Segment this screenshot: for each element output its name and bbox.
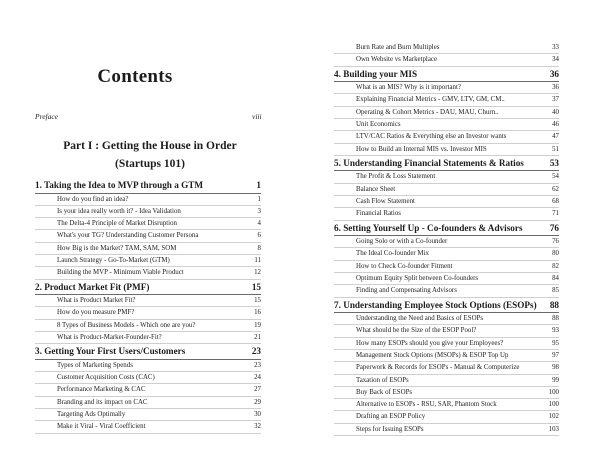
toc-section-entry[interactable] bbox=[334, 94, 559, 106]
toc-entry-page-number: 1 bbox=[257, 195, 261, 203]
toc-entry-page-number: 15 bbox=[251, 281, 261, 292]
toc-entry-page-number: 15 bbox=[254, 297, 261, 305]
toc-entry-page-number: 84 bbox=[552, 274, 559, 282]
toc-entry-title: What's your TG? Understanding Customer Persona bbox=[57, 232, 199, 240]
toc-entry-title: Performance Marketing & CAC bbox=[57, 386, 146, 394]
toc-entry-page-number: 100 bbox=[548, 401, 559, 409]
toc-entry-page-number: 51 bbox=[552, 145, 559, 153]
toc-entry-title: Management Stock Options (MSOPs) & ESOP Top Up bbox=[356, 351, 509, 359]
toc-entry-title: LTV/CAC Ratios & Everything else an Investor wants bbox=[356, 133, 507, 141]
toc-entry-page-number: 29 bbox=[254, 398, 261, 406]
toc-section-entry[interactable] bbox=[334, 273, 559, 285]
toc-entry-title: Own Website vs Marketplace bbox=[356, 56, 438, 64]
toc-entry-page-number: 36 bbox=[552, 84, 559, 92]
toc-section-entry[interactable] bbox=[334, 208, 559, 220]
toc-entry-title: Drafting an ESOP Policy bbox=[356, 413, 426, 421]
toc-section-entry[interactable] bbox=[35, 307, 261, 319]
toc-entry-page-number: 62 bbox=[552, 185, 559, 193]
toc-section-entry[interactable] bbox=[334, 196, 559, 208]
toc-section-entry[interactable] bbox=[35, 230, 261, 242]
toc-left-column bbox=[35, 178, 261, 434]
toc-section-entry[interactable] bbox=[35, 194, 261, 206]
toc-entry-title: Targeting Ads Optimally bbox=[57, 410, 126, 418]
toc-entry-title: Branding and its impact on CAC bbox=[57, 398, 148, 406]
toc-entry-title: Building the MVP - Minimum Viable Product bbox=[57, 269, 184, 277]
toc-entry-page-number: 46 bbox=[552, 120, 559, 128]
toc-entry-page-number: 85 bbox=[552, 287, 559, 295]
toc-section-entry[interactable] bbox=[35, 206, 261, 218]
toc-section-entry[interactable] bbox=[334, 171, 559, 183]
toc-section-entry[interactable] bbox=[334, 42, 559, 54]
toc-section-entry[interactable] bbox=[35, 384, 261, 396]
toc-entry-title: 6. Setting Yourself Up - Co-founders & Advisors bbox=[334, 222, 523, 233]
toc-entry-title: Burn Rate and Burn Multiples bbox=[356, 44, 440, 51]
toc-entry-title: 5. Understanding Financial Statements & Ratios bbox=[334, 157, 524, 168]
toc-entry-title: 7. Understanding Employee Stock Options (ESOPs) bbox=[334, 299, 537, 310]
toc-entry-title: Balance Sheet bbox=[356, 185, 396, 193]
toc-entry-title: Understanding the Need and Basics of ESOPs bbox=[356, 315, 484, 323]
toc-entry-page-number: 1 bbox=[256, 180, 261, 190]
toc-chapter-entry[interactable] bbox=[334, 157, 559, 172]
toc-section-entry[interactable] bbox=[334, 350, 559, 362]
toc-chapter-entry[interactable] bbox=[334, 68, 559, 83]
toc-section-entry[interactable] bbox=[35, 372, 261, 384]
part-title-line-1: Part I : Getting the House in Order bbox=[63, 140, 237, 152]
toc-entry-page-number: 27 bbox=[254, 386, 261, 394]
toc-entry-title: Taxation of ESOPs bbox=[356, 376, 409, 384]
toc-entry-page-number: 33 bbox=[552, 44, 559, 51]
toc-entry-title: Explaining Financial Metrics - GMV, LTV, GM, CM.. bbox=[356, 96, 505, 104]
toc-chapter-entry[interactable] bbox=[35, 345, 261, 360]
toc-entry-page-number: 71 bbox=[552, 210, 559, 218]
toc-entry-title: Going Solo or with a Co-founder bbox=[356, 238, 448, 246]
toc-entry-title: Customer Acquisition Costs (CAC) bbox=[57, 374, 155, 382]
toc-entry-page-number: 36 bbox=[549, 68, 559, 79]
toc-entry-title: Is your idea really worth it? - Idea Validation bbox=[57, 207, 181, 215]
toc-entry-title: 8 Types of Business Models - Which one are you? bbox=[57, 321, 196, 329]
toc-entry-title: 3. Getting Your First Users/Customers bbox=[35, 346, 186, 357]
toc-entry-title: The Profit & Loss Statement bbox=[356, 173, 436, 181]
toc-entry-title: How many ESOPs should you give your Employees? bbox=[356, 339, 504, 347]
contents-heading: Contents bbox=[97, 66, 173, 87]
toc-entry-page-number: 100 bbox=[548, 388, 559, 396]
toc-entry-page-number: 82 bbox=[552, 262, 559, 270]
toc-entry-title: 4. Building your MIS bbox=[334, 68, 418, 79]
toc-section-entry[interactable] bbox=[334, 107, 559, 119]
toc-entry-title: Buy Back of ESOPs bbox=[356, 388, 413, 396]
toc-entry-title: Unit Economics bbox=[356, 120, 401, 128]
toc-chapter-entry[interactable] bbox=[35, 281, 261, 296]
toc-entry-title: Cash Flow Statement bbox=[356, 197, 415, 205]
toc-section-entry[interactable] bbox=[334, 325, 559, 337]
toc-entry-title: Steps for Issuing ESOPs bbox=[356, 425, 424, 433]
toc-entry-page-number: 93 bbox=[552, 327, 559, 335]
toc-section-entry[interactable] bbox=[35, 295, 261, 307]
toc-entry-title: Optimum Equity Split between Co-founders bbox=[356, 274, 479, 282]
toc-entry-page-number: 6 bbox=[257, 232, 261, 240]
toc-section-entry[interactable] bbox=[334, 387, 559, 399]
toc-entry-page-number: 97 bbox=[552, 351, 559, 359]
toc-section-entry[interactable] bbox=[334, 399, 559, 411]
toc-section-entry[interactable] bbox=[35, 267, 261, 279]
toc-entry-page-number: 88 bbox=[549, 299, 559, 310]
toc-entry-page-number: 16 bbox=[254, 309, 261, 317]
toc-entry-page-number: 88 bbox=[552, 315, 559, 323]
toc-entry-title: Paperwork & Records for ESOPs - Manual & Computerize bbox=[356, 364, 520, 372]
toc-entry-title: How to Build an Internal MIS vs. Investor MIS bbox=[356, 145, 487, 153]
toc-entry-title: What is Product-Market-Founder-Fit? bbox=[57, 333, 162, 341]
toc-section-entry[interactable] bbox=[35, 218, 261, 230]
toc-entry-page-number: 40 bbox=[552, 108, 559, 116]
toc-entry-page-number: 98 bbox=[552, 364, 559, 372]
toc-section-entry[interactable] bbox=[334, 184, 559, 196]
toc-entry-title: Operating & Cohort Metrics - DAU, MAU, Churn.. bbox=[356, 108, 499, 116]
toc-section-entry[interactable] bbox=[334, 338, 559, 350]
toc-entry-title: Alternative to ESOPs - RSU, SAR, Phantom Stock bbox=[356, 401, 497, 409]
toc-entry-title: How do you measure PMF? bbox=[57, 309, 135, 317]
toc-entry-page-number: 3 bbox=[257, 207, 261, 215]
toc-entry-title: What is Product Market Fit? bbox=[57, 297, 136, 305]
toc-entry-page-number: 68 bbox=[552, 197, 559, 205]
toc-section-entry[interactable] bbox=[334, 119, 559, 131]
toc-section-entry[interactable] bbox=[334, 248, 559, 260]
toc-entry-title: How Big is the Market? TAM, SAM, SOM bbox=[57, 244, 177, 252]
toc-entry-page-number: 12 bbox=[254, 269, 261, 277]
toc-entry-page-number: 19 bbox=[254, 321, 261, 329]
toc-section-entry[interactable] bbox=[35, 332, 261, 344]
toc-entry-page-number: 23 bbox=[251, 346, 261, 357]
toc-section-entry[interactable] bbox=[35, 320, 261, 332]
toc-entry-page-number: 102 bbox=[548, 413, 559, 421]
toc-entry-title: Finding and Compensating Advisors bbox=[356, 287, 457, 295]
toc-section-entry[interactable] bbox=[35, 409, 261, 421]
toc-entry-page-number: 53 bbox=[549, 157, 559, 168]
toc-section-entry[interactable] bbox=[334, 313, 559, 325]
toc-chapter-entry[interactable] bbox=[35, 179, 261, 194]
toc-entry-page-number: 30 bbox=[254, 410, 261, 418]
toc-entry-title: Financial Ratios bbox=[356, 210, 401, 218]
toc-section-entry[interactable] bbox=[334, 131, 559, 143]
toc-section-entry[interactable] bbox=[334, 411, 559, 423]
toc-section-entry[interactable] bbox=[35, 397, 261, 409]
toc-section-entry[interactable] bbox=[334, 54, 559, 66]
toc-entry-title: 1. Taking the Idea to MVP through a GTM bbox=[35, 180, 204, 190]
toc-section-entry[interactable] bbox=[35, 255, 261, 267]
part-title bbox=[35, 137, 265, 173]
toc-entry-title: What is an MIS? Why is it important? bbox=[356, 84, 461, 92]
toc-entry-page-number: 23 bbox=[254, 361, 261, 369]
toc-section-entry[interactable] bbox=[35, 360, 261, 372]
toc-entry-page-number: 8 bbox=[257, 244, 261, 252]
toc-entry-title: How do you find an idea? bbox=[57, 195, 129, 203]
toc-section-entry[interactable] bbox=[334, 236, 559, 248]
toc-section-entry[interactable] bbox=[334, 144, 559, 156]
toc-entry-title: Types of Marketing Spends bbox=[57, 361, 133, 369]
toc-entry-title: 2. Product Market Fit (PMF) bbox=[35, 281, 150, 292]
toc-entry-title: The Delta-4 Principle of Market Disruption bbox=[57, 220, 177, 228]
toc-section-entry[interactable] bbox=[334, 362, 559, 374]
part-title-line-2: (Startups 101) bbox=[115, 158, 185, 170]
toc-chapter-entry[interactable] bbox=[334, 222, 559, 237]
toc-entry-page-number: 80 bbox=[552, 250, 559, 258]
toc-entry-title: Launch Strategy - Go-To-Market (GTM) bbox=[57, 256, 170, 264]
toc-section-entry[interactable] bbox=[334, 82, 559, 94]
toc-entry-page-number: 34 bbox=[552, 56, 559, 64]
toc-entry-page-number: 21 bbox=[254, 333, 261, 341]
toc-section-entry[interactable] bbox=[35, 421, 261, 433]
preface-page-number: viii bbox=[252, 112, 262, 121]
toc-entry-page-number: 76 bbox=[549, 222, 559, 233]
toc-entry-page-number: 4 bbox=[257, 220, 261, 228]
toc-entry-page-number: 37 bbox=[552, 96, 559, 104]
toc-entry-page-number: 76 bbox=[552, 238, 559, 246]
toc-entry-page-number: 47 bbox=[552, 133, 559, 141]
toc-entry-title: The Ideal Co-founder Mix bbox=[356, 250, 429, 258]
toc-entry-page-number: 54 bbox=[552, 173, 559, 181]
toc-section-entry[interactable] bbox=[334, 424, 559, 436]
toc-entry-title: How to Check Co-founder Fitment bbox=[356, 262, 453, 270]
toc-entry-page-number: 95 bbox=[552, 339, 559, 347]
toc-section-entry[interactable] bbox=[334, 375, 559, 387]
toc-entry-page-number: 11 bbox=[254, 256, 261, 264]
toc-entry-title: What should be the Size of the ESOP Pool? bbox=[356, 327, 477, 335]
preface-label[interactable]: Preface bbox=[35, 112, 59, 121]
toc-entry-page-number: 103 bbox=[548, 425, 559, 433]
toc-section-entry[interactable] bbox=[35, 243, 261, 255]
toc-entry-page-number: 99 bbox=[552, 376, 559, 384]
toc-chapter-entry[interactable] bbox=[334, 299, 559, 314]
toc-entry-page-number: 24 bbox=[254, 374, 261, 382]
toc-section-entry[interactable] bbox=[334, 261, 559, 273]
toc-right-column bbox=[334, 42, 559, 436]
toc-section-entry[interactable] bbox=[334, 285, 559, 297]
toc-entry-title: Make it Viral - Viral Coefficient bbox=[57, 423, 146, 431]
toc-entry-page-number: 32 bbox=[254, 423, 261, 431]
